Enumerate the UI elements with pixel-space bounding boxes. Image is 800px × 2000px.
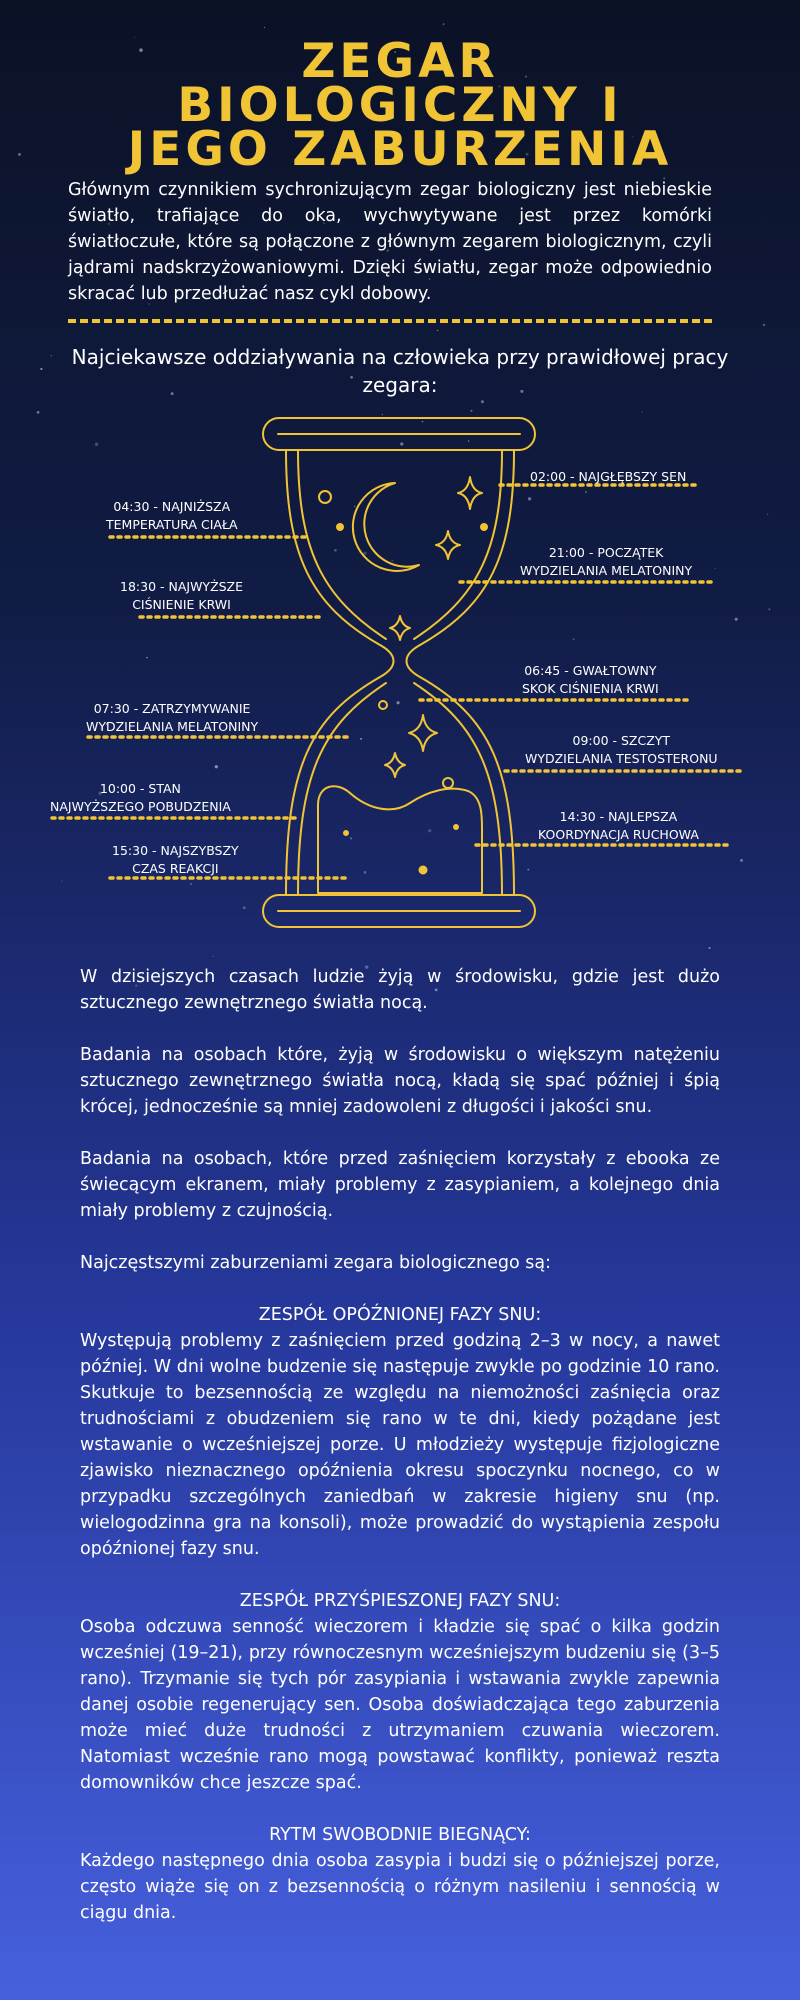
section-heading: RYTM SWOBODNIE BIEGNĄCY: <box>269 1825 531 1845</box>
timeline-label-1430: 14:30 - NAJLEPSZA KOORDYNACJA RUCHOWA <box>538 809 699 842</box>
timeline-label-0430: 04:30 - NAJNIŻSZA TEMPERATURA CIAŁA <box>106 499 238 532</box>
section-body: Osoba odczuwa senność wieczorem i kładzie się spać o kilka godzin wcześniej (19–21), przy równoczesnym wcześniejszym budzeniu się (3–5 rano). Trzymanie się tych pór zasypiania i wstawania zwykle zapewnia danej osobie regenerujący sen. Osoba doświadczająca tego zaburzenia może mieć duże trudności z utrzymaniem czuwania wieczorem. Natomiast wcześnie rano mogą powstawać konflikty, ponieważ reszta domowników chce jeszcze spać. <box>80 1617 720 1793</box>
sparkle-star-icon <box>390 616 410 640</box>
timeline-label-0200: 02:00 - NAJGŁĘBSZY SEN <box>530 469 687 484</box>
intro-paragraph: Głównym czynnikiem sychronizującym zegar biologiczny jest niebieskie światło, trafiające do oka, wychwytywane jest przez komórki światłoczułe, które są połączone z głównym zegarem biologicznym, czyli jądrami nadskrzyżowaniowymi. Dzięki światłu, zegar może odpowiednio skracać lub przedłużać nasz cykl dobowy. <box>68 180 712 304</box>
sparkle-star-icon <box>385 753 405 777</box>
background-star <box>481 400 484 403</box>
paragraph-1: W dzisiejszych czasach ludzie żyją w środowisku, gdzie jest dużo sztucznego zewnętrznego światła nocą. <box>80 967 720 1013</box>
article-body <box>80 964 720 1952</box>
timeline-label-0730: 07:30 - ZATRZYMYWANIE WYDZIELANIA MELATONINY <box>86 701 259 734</box>
timeline-label-1530: 15:30 - NAJSZYBSZY CZAS REAKCJI <box>112 843 239 876</box>
background-star <box>437 330 439 332</box>
timeline-label-2100: 21:00 - POCZĄTEK WYDZIELANIA MELATONINY <box>520 545 693 578</box>
page-title <box>0 34 800 177</box>
sparkle-star-icon <box>458 477 482 509</box>
sparkle-star-icon <box>409 715 437 751</box>
background-star <box>264 27 265 28</box>
section-heading: ZESPÓŁ OPÓŹNIONEJ FAZY SNU: <box>258 1305 542 1325</box>
timeline-label-1000: 10:00 - STAN NAJWYŻSZEGO POBUDZENIA <box>50 781 231 814</box>
section-body: Występują problemy z zaśnięciem przed godziną 2–3 w nocy, a nawet później. W dni wolne budzenie się następuje zwykle po godzinie 10 rano. Skutkuje to bezsennością ze względu na niemożności zaśnięcia oraz trudnościami z obudzeniem się rano w te dni, kiedy pożądane jest wstawanie o wcześniejszej porze. U młodzieży występuje fizjologiczne zjawisko nieznacznego opóźnienia okresu spoczynku nocnego, co w przypadku szczególnych zaniedbań w zakresie higieny snu (np. wielogodzinna gra na konsoli), może prowadzić do wystąpienia zespołu opóźnionej fazy snu. <box>80 1331 720 1559</box>
background-star <box>134 37 135 38</box>
paragraph-2: Badania na osobach które, żyją w środowisku o większym natężeniu sztucznego zewnętrznego światła nocą, kładą się spać później i śpią krócej, jednocześnie są mniej zadowoleni z długości i jakości snu. <box>80 1045 720 1117</box>
section-subtitle: Najciekawsze oddziaływania na człowieka przy prawidłowej pracy zegara: <box>71 345 729 397</box>
title-line-2: BIOLOGICZNY I <box>177 78 623 133</box>
hourglass-glass-inner <box>298 450 502 895</box>
section-free-running-rhythm <box>80 1822 720 1926</box>
section-heading: ZESPÓŁ PRZYŚPIESZONEJ FAZY SNU: <box>239 1591 561 1611</box>
background-star <box>708 947 710 949</box>
paragraph-4: Najczęstszymi zaburzeniami zegara biologicznego są: <box>80 1253 552 1273</box>
background-star <box>50 355 52 357</box>
section-body: Każdego następnego dnia osoba zasypia i budzi się o późniejszej porze, często wiąże się on z bezsennością o różnym nasileniu i sennością w ciągu dnia. <box>80 1851 720 1923</box>
timeline-label-1830: 18:30 - NAJWYŻSZE CIŚNIENIE KRWI <box>120 579 244 612</box>
dashed-divider <box>68 319 712 323</box>
section-advanced-sleep-phase <box>80 1588 720 1796</box>
title-line-1: ZEGAR <box>301 34 499 89</box>
hourglass-glass-outer <box>286 450 514 895</box>
timeline-label-0900: 09:00 - SZCZYT WYDZIELANIA TESTOSTERONU <box>525 733 718 766</box>
background-star <box>213 956 214 957</box>
background-star <box>443 23 445 25</box>
sparkle-star-icon <box>436 531 460 559</box>
section-delayed-sleep-phase <box>80 1302 720 1562</box>
background-star <box>763 324 765 326</box>
background-star <box>40 368 42 370</box>
title-line-3: JEGO ZABURZENIA <box>127 122 673 177</box>
crescent-moon-icon <box>353 483 419 571</box>
paragraph-3: Badania na osobach, które przed zaśnięciem korzystały z ebooka ze świecącym ekranem, miały problemy z zasypianiem, a kolejnego dnia miały problemy z czujnością. <box>80 1149 720 1221</box>
timeline-label-0645: 06:45 - GWAŁTOWNY SKOK CIŚNIENIA KRWI <box>522 663 659 696</box>
